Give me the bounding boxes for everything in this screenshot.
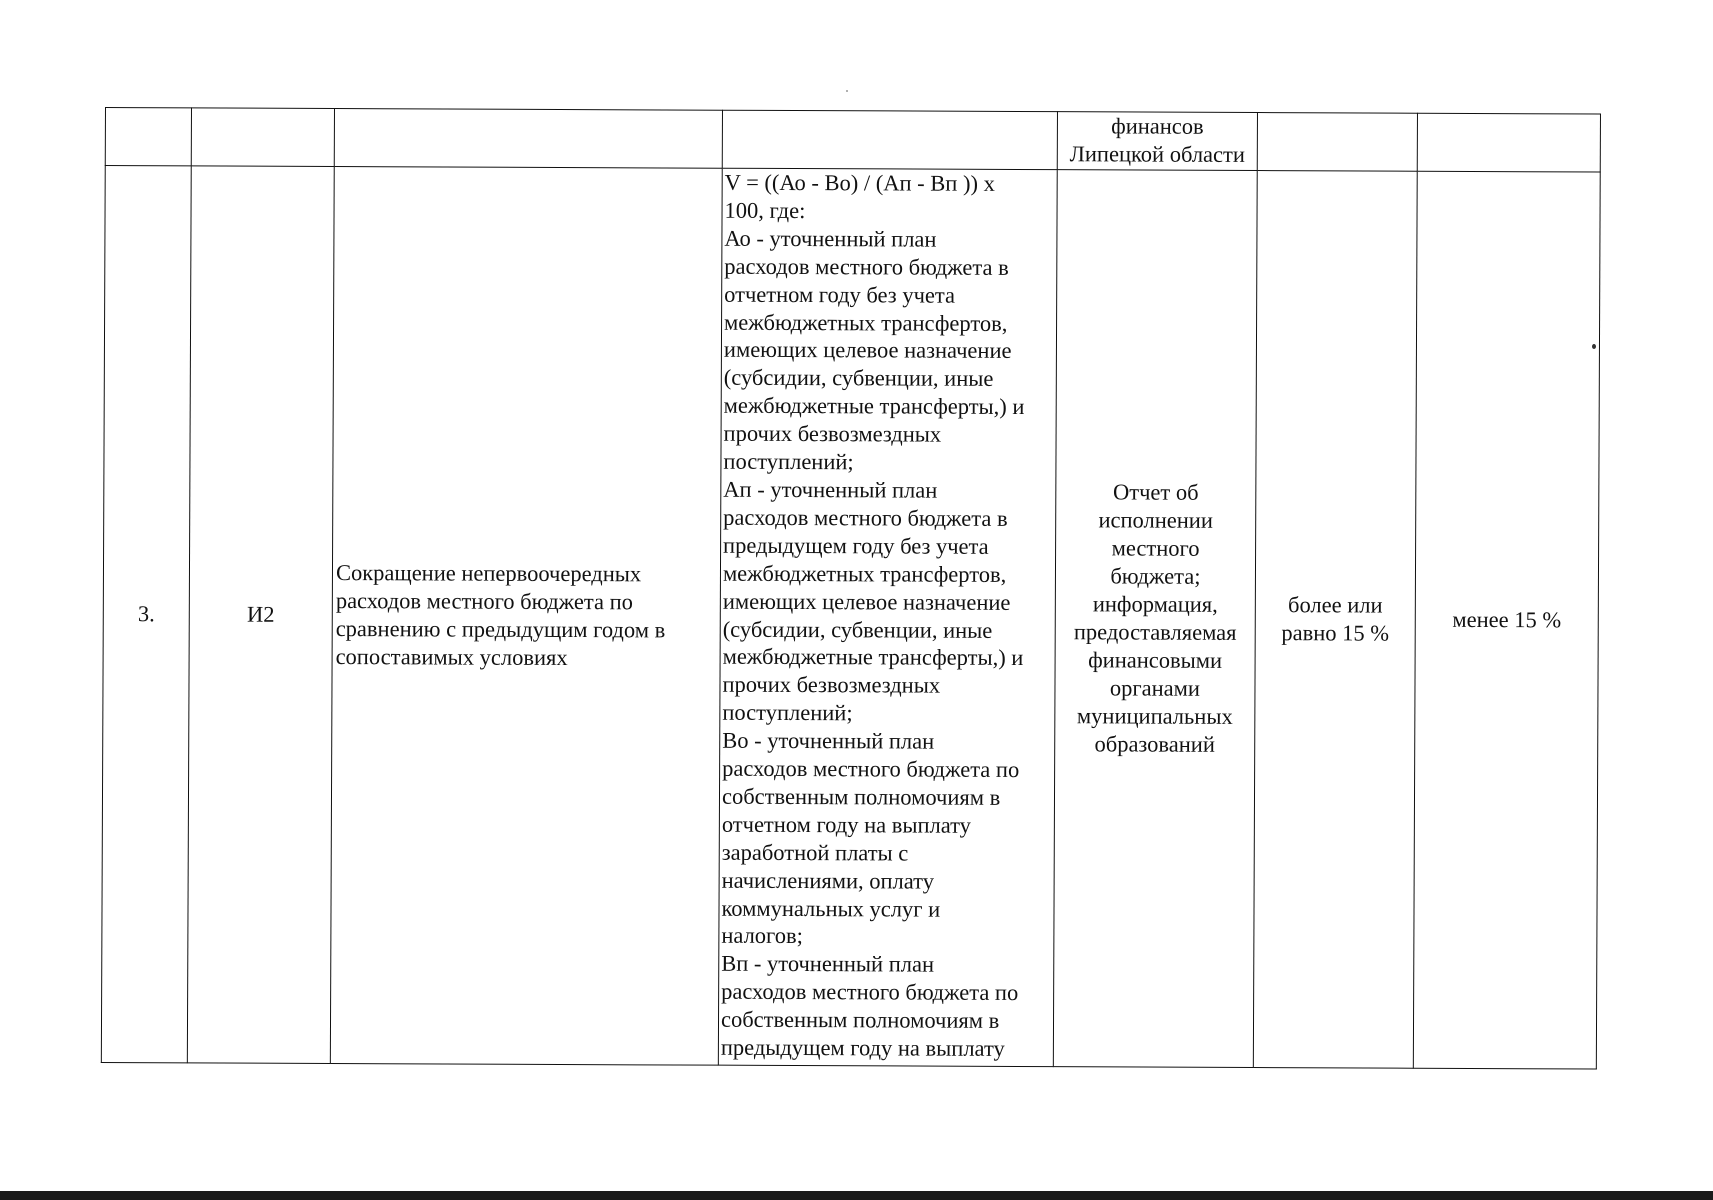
cell-condition-high-empty [1257, 113, 1417, 172]
formula-line: расходов местного бюджета по [722, 755, 1020, 783]
formula-line: (субсидии, субвенции, иные [722, 616, 993, 643]
cell-responsible-continuation [1057, 112, 1257, 171]
indicator-table [101, 107, 1601, 1070]
formula-line: предыдущем году на выплату [720, 1034, 1005, 1062]
scan-bottom-edge [0, 1191, 1713, 1200]
cell-formula [718, 168, 1057, 1066]
formula-line: имеющих целевое назначение [722, 588, 1011, 615]
cell-indicator-empty [334, 109, 722, 169]
cell-condition-high [1253, 171, 1417, 1069]
formula-line: (субсидии, субвенции, иные [723, 365, 994, 392]
source-line: органами [1109, 675, 1201, 701]
source-line: Отчет об [1112, 479, 1199, 506]
formula-line: межбюджетных трансфертов, [722, 560, 1007, 587]
formula-line: V = ((Ао - Во) / (Ап - Вп )) х [724, 169, 995, 196]
formula-line: расходов местного бюджета по [721, 978, 1019, 1006]
condition-high-line-2: равно 15 % [1281, 620, 1390, 646]
formula-line: заработной платы с [721, 839, 909, 866]
formula-line: налогов; [721, 923, 803, 949]
source-line: информация, [1092, 591, 1218, 617]
cell-condition-low: менее 15 % [1413, 171, 1600, 1069]
formula-line: межбюджетные трансферты,) и [722, 644, 1024, 671]
formula-line: предыдущем году без учета [723, 532, 989, 559]
formula-line: межбюджетные трансферты,) и [723, 392, 1025, 420]
formula-line: коммунальных услуг и [721, 895, 941, 922]
table-row-3 [101, 166, 1600, 1070]
formula-line: собственным полномочиям в [721, 783, 1001, 810]
source-line: образований [1094, 730, 1215, 757]
formula-line: прочих безвозмездных [722, 672, 941, 698]
formula-line: Во - уточненный план [722, 727, 935, 754]
cell-number-empty [105, 108, 191, 166]
formula-line: расходов местного бюджета в [723, 504, 1008, 531]
scan-speck [1592, 344, 1596, 349]
formula-line: Ао - уточненный план [724, 225, 937, 252]
formula-line: отчетном году без учета [724, 281, 956, 308]
cell-indicator-name: Сокращение непервоочередных расходов местного бюджета по сравнению с предыдущим годом в сопоставимых условиях [330, 167, 722, 1066]
formula-line: Вп - уточненный план [721, 951, 935, 978]
formula-line: поступлений; [723, 448, 854, 475]
source-line: муниципальных [1076, 702, 1233, 729]
responsible-line-2: Липецкой области [1069, 141, 1245, 167]
formula-line: отчетном году на выплату [721, 811, 972, 838]
cell-condition-low-empty [1417, 113, 1600, 172]
source-line: предоставляемая [1073, 619, 1237, 645]
formula-line: межбюджетных трансфертов, [724, 309, 1008, 336]
formula-line: Ап - уточненный план [723, 476, 938, 503]
cell-data-source [1053, 170, 1257, 1068]
cell-row-number: 3. [101, 166, 191, 1063]
formula-line: 100, где: [724, 197, 806, 223]
cell-indicator-code: И2 [187, 166, 334, 1064]
formula-line: поступлений; [722, 699, 853, 726]
formula-line: имеющих целевое назначение [723, 337, 1012, 364]
cell-formula-empty [722, 110, 1057, 169]
cell-code-empty [191, 108, 334, 167]
source-line: местного [1111, 535, 1200, 562]
formula-line: начислениями, оплату [721, 867, 935, 894]
scan-speck [846, 90, 848, 92]
condition-high-line-1: более или [1288, 592, 1383, 618]
source-line: финансовыми [1088, 647, 1223, 673]
table-row-continuation [105, 108, 1600, 173]
source-line: бюджета; [1110, 563, 1201, 589]
formula-line: прочих безвозмездных [723, 420, 942, 447]
formula-line: расходов местного бюджета в [724, 253, 1009, 280]
formula-line: собственным полномочиям в [720, 1006, 1000, 1034]
responsible-line-1: финансов [1111, 113, 1204, 139]
source-line: исполнении [1098, 507, 1213, 534]
